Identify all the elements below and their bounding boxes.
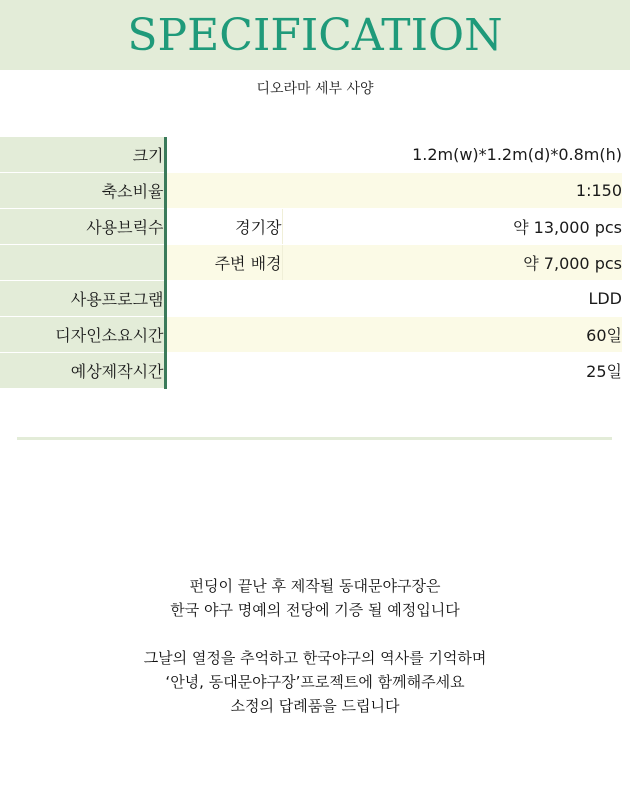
- spec-label: 크기: [0, 137, 165, 173]
- spec-sublabel: 경기장: [165, 209, 282, 245]
- spec-label: 예상제작시간: [0, 353, 165, 389]
- note-line: ‘안녕, 동대문야구장’프로젝트에 함께해주세요: [165, 673, 465, 691]
- section-divider: [17, 437, 612, 440]
- header-banner: [0, 0, 630, 70]
- spec-value: 60일: [165, 317, 622, 353]
- spec-label: 사용브릭수: [0, 209, 165, 245]
- spec-value: 약 13,000 pcs: [282, 209, 622, 245]
- spec-value: 25일: [165, 353, 622, 389]
- spec-label: 사용프로그램: [0, 281, 165, 317]
- note-line: 그날의 열정을 추억하고 한국야구의 역사를 기억하며: [143, 649, 487, 667]
- table-row: [0, 173, 622, 209]
- page-subtitle: 디오라마 세부 사양: [256, 81, 374, 97]
- spec-value: 약 7,000 pcs: [282, 245, 622, 281]
- table-row: [0, 137, 622, 173]
- spec-table: [0, 137, 622, 389]
- spec-label: 축소비율: [0, 173, 165, 209]
- spec-label: [0, 245, 165, 281]
- funding-note: [0, 574, 630, 622]
- note-line: 한국 야구 명예의 전당에 기증 될 예정입니다: [170, 601, 460, 619]
- table-row: [0, 353, 622, 389]
- table-row: [0, 281, 622, 317]
- spec-sublabel: 주변 배경: [165, 245, 282, 281]
- table-row: [0, 245, 622, 281]
- note-line: 소정의 답례품을 드립니다: [230, 697, 400, 715]
- table-row: [0, 209, 622, 245]
- spec-value: 1.2m(w)*1.2m(d)*0.8m(h): [165, 137, 622, 173]
- spec-label: 디자인소요시간: [0, 317, 165, 353]
- table-row: [0, 317, 622, 353]
- spec-value: LDD: [165, 281, 622, 317]
- note-line: 펀딩이 끝난 후 제작될 동대문야구장은: [189, 577, 441, 595]
- page-title: SPECIFICATION: [127, 9, 503, 61]
- project-note: [0, 646, 630, 718]
- spec-value: 1:150: [165, 173, 622, 209]
